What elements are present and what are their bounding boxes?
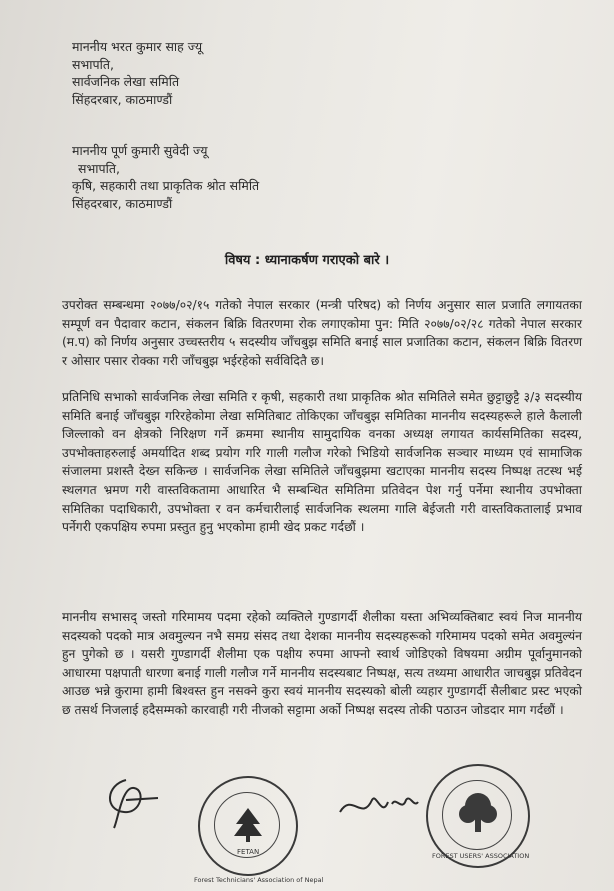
- paragraph-1: उपरोक्त सम्बन्धमा २०७७/०२/१५ गतेको नेपाल सरकार (मन्त्री परिषद) को निर्णय अनुसार साल प्रजाति लगायतका सम्पूर्ण वन पैदावार कटान, संकलन बिक्रि वितरणमा रोक लगाएकोमा पुन: मिति २०७७/०२/२८ गतेको नेपाल सरकार (म.प) को निर्णय अनुसार उच्चस्तरीय ५ सदस्यीय जाँचबुझ समिति बनाई साल प्रजातिका कटान, संकलन बिक्रि वितरण र ओसार पसार रोक्का गरी जाँचबुझ भईरहेको सर्वविदितै छ।: [62, 298, 582, 368]
- tree-icon: [230, 804, 266, 844]
- seal-center-inner-text: FETAN: [237, 848, 260, 856]
- association-seal-center: [194, 776, 324, 884]
- addressee-1-title: सभापति,: [72, 56, 114, 72]
- addressee-2-committee: कृषि, सहकारी तथा प्राकृतिक श्रोत समिति: [72, 178, 260, 193]
- addressee-2-title: सभापति,: [78, 160, 120, 176]
- addressee-1-committee: सार्वजनिक लेखा समिति: [72, 74, 180, 89]
- seal-right-outer-text: FOREST USERS' ASSOCIATION: [432, 852, 530, 860]
- subject-line: विषय : ध्यानाकर्षण गराएको बारे ।: [224, 253, 390, 268]
- tree-icon: [456, 790, 500, 838]
- signature-stamp-area: [0, 760, 614, 891]
- paragraph-3: माननीय सभासद् जस्तो गरिमामय पदमा रहेको व्यक्तिले गुण्डागर्दी शैलीका यस्ता अभिव्यक्तिबाट स्वयं निज माननीय सदस्यको पदको मात्र अवमुल्यन नभै समग्र संसद तथा देशका माननीय सदस्यहरूको गरिमामय पदको समेत अवमुल्यंन हुन पुगेको छ । यसरी गुण्डागर्दी शैलीमा एक पक्षीय रुपमा आफ्नो स्वार्थ जोडिएको विषयमा अग्रीम पूर्वानुमानको आधारमा पक्षपाती धारणा बनाई गाली गलौज गर्ने माननीय सदस्यबाट निष्पक्ष, सत्य तथ्यमा आधारीत जाचबुझ प्रतिवेदन आउछ भन्ने कुरामा हामी बिश्वस्त हुन नसक्ने कुरा स्वयं माननीय सदस्यको बोली व्यहार गुण्डागर्दी सैलीबाट प्रस्ट भएको छ तसर्थ निजलाई हदैसम्मको कारवाही गरी नीजको सट्टामा अर्को निष्पक्ष सदस्य तोकी पठाउन जोडदार माग गर्दछौं ।: [62, 610, 582, 717]
- signature-left: [96, 770, 176, 830]
- association-seal-right: [426, 764, 530, 868]
- addressee-1-address: सिंहदरबार, काठमाण्डौं: [72, 91, 173, 107]
- seal-center-outer-text: Forest Technicians' Association of Nepal: [194, 876, 324, 884]
- paragraph-2: प्रतिनिधि सभाको सार्वजनिक लेखा समिति र कृषी, सहकारी तथा प्राकृतिक श्रोत समितिले समेत छुट्टाछुट्टै ३/३ सदस्यीय समिति बनाई जाँचबुझ गरिरहेकोमा लेखा समितिबाट तोकिएका जाँचबुझ समितिका माननीय सदस्यहरूले हाले कैलाली जिल्लाको वन क्षेत्रको निरिक्षण गर्ने क्रममा स्थानीय सामुदायिक वनका अध्यक्ष लगायत कार्यसमितिका सदस्य, उपभोक्ताहरुलाई अमर्यादित शब्द प्रयोग गरि गाली गलौज गरेको भिडियो सार्वजनिक सञ्चार माध्यम एवं सामाजिक संजालमा प्रशस्तै देख्न सकिन्छ । सार्वजनिक लेखा समितिले जाँचबुझमा खटाएका माननीय सदस्य निष्पक्ष तटस्थ भई स्थलगत भ्रमण गरी वास्तविकतामा आधारित भै सम्बन्धित समितिमा प्रतिवेदन पेश गर्नु पर्नेमा स्थानीय उपभोक्ता समितिका पदाधिकारी, उपभोक्ता र वन कर्मचारीलाई सार्वजनिक स्थलमा गालि बेईजती गरी वास्तविकतालाई प्रभाव पर्नेगरी एकपक्षिय रुपमा प्रस्तुत हुनु भएकोमा हामी खेद प्रकट गर्दछौं ।: [62, 390, 582, 535]
- addressee-2-name: माननीय पूर्ण कुमारी सुवेदी ज्यू: [72, 143, 208, 158]
- signature-right: [332, 782, 422, 832]
- addressee-1-name: माननीय भरत कुमार साह ज्यू: [72, 39, 203, 54]
- addressee-2-address: सिंहदरबार, काठमाण्डौं: [72, 195, 173, 211]
- addressee-block-2: [72, 142, 259, 212]
- addressee-block-1: [72, 38, 202, 108]
